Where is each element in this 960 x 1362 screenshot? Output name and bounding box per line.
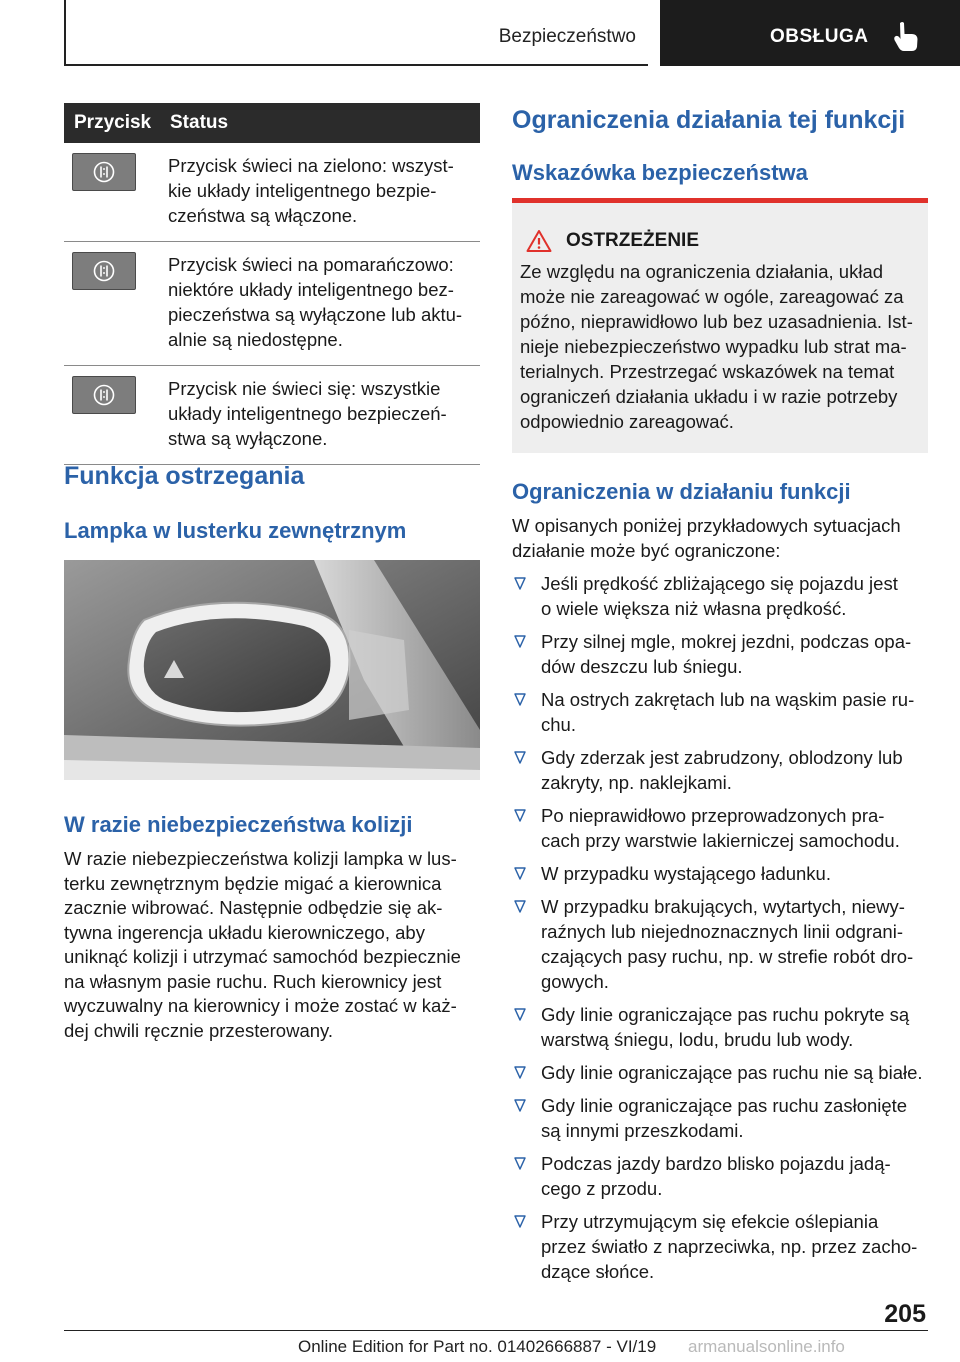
- page-number: 205: [884, 1300, 926, 1328]
- status-line: czeństwa są włączone.: [168, 205, 358, 226]
- warning-line: terialnych. Przestrzegać wskazówek na temat: [520, 361, 895, 382]
- paragraph-line: działanie może być ograniczone:: [512, 539, 781, 561]
- warning-line: może nie zareagować w ogóle, zareagować za: [520, 286, 904, 307]
- footer-watermark: armanualsonline.info: [688, 1337, 845, 1356]
- list-item: W przypadku brakujących, wytartych, niewy- raźnych lub niejednoznacznych linii odgrani- czających pasy ruchu, np. w strefie robót dro- gowych.: [512, 894, 928, 994]
- button-status-table: [64, 103, 480, 465]
- list-item: Przy silnej mgle, mokrej jezdni, podczas opa- dów deszczu lub śniegu.: [512, 629, 928, 679]
- side-mirror-illustration: [64, 560, 480, 780]
- warning-line: późno, nieprawidłowo lub bez uzasadnienia. Ist-: [520, 311, 913, 332]
- bullet-triangle-icon: [514, 1066, 526, 1080]
- paragraph-line: W razie niebezpieczeństwa kolizji lampka w lus-: [64, 848, 457, 869]
- subheading-safety-note: Wskazówka bezpieczeństwa: [512, 160, 808, 185]
- header-rule-left: [64, 0, 66, 66]
- warning-line: ograniczeń działania układu i w razie potrzeby: [520, 386, 898, 407]
- list-item: Przy utrzymującym się efekcie oślepiania przez światło z naprzeciwka, np. przez zacho- dzące słońce.: [512, 1209, 928, 1284]
- driving-assist-icon: [93, 260, 115, 282]
- warning-line: odpowiednio zareagować.: [520, 411, 734, 432]
- bullet-triangle-icon: [514, 1008, 526, 1022]
- assist-button-off: [72, 376, 136, 414]
- table-row: [64, 242, 480, 366]
- status-line: Przycisk świeci na pomarańczowo:: [168, 254, 454, 275]
- status-line: niektóre układy inteligentnego bez-: [168, 279, 454, 300]
- bullet-triangle-icon: [514, 900, 526, 914]
- bullet-triangle-icon: [514, 1099, 526, 1113]
- subheading-collision: W razie niebezpieczeństwa kolizji: [64, 812, 413, 837]
- status-line: układy inteligentnego bezpieczeń-: [168, 403, 447, 424]
- warning-box: [512, 198, 928, 453]
- bullet-triangle-icon: [514, 693, 526, 707]
- status-line: Przycisk świeci na zielono: wszyst-: [168, 155, 454, 176]
- status-line: Przycisk nie świeci się: wszystkie: [168, 378, 441, 399]
- paragraph-line: wyczuwalny na kierownicy i może zostać w każ-: [64, 995, 457, 1016]
- header-chapter-tab: [660, 0, 960, 66]
- list-item: Gdy linie ograniczające pas ruchu zasłonięte są innymi przeszkodami.: [512, 1093, 928, 1143]
- limits-intro: [512, 514, 928, 563]
- bullet-triangle-icon: [514, 867, 526, 881]
- subheading-mirror-lamp: Lampka w lusterku zewnętrznym: [64, 518, 407, 543]
- warning-text: [520, 259, 924, 434]
- warning-line: Ze względu na ograniczenia działania, układ: [520, 261, 884, 282]
- bullet-triangle-icon: [514, 1215, 526, 1229]
- bullet-triangle-icon: [514, 577, 526, 591]
- list-item: Gdy linie ograniczające pas ruchu pokryte są warstwą śniegu, lodu, brudu lub wody.: [512, 1002, 928, 1052]
- side-mirror-drawing: [64, 560, 480, 780]
- bullet-triangle-icon: [514, 635, 526, 649]
- collision-paragraph: [64, 847, 480, 1043]
- bullet-triangle-icon: [514, 1157, 526, 1171]
- header-rule-bottom: [64, 64, 648, 66]
- table-row: [64, 366, 480, 465]
- header-section-title: Bezpieczeństwo: [498, 26, 636, 47]
- paragraph-line: tywna ingerencja układu kierowniczego, aby: [64, 921, 425, 943]
- bullet-triangle-icon: [514, 751, 526, 765]
- list-item: Na ostrych zakrętach lub na wąskim pasie ru- chu.: [512, 687, 928, 737]
- footer-edition: Online Edition for Part no. 01402666887 - VI/19: [298, 1337, 657, 1356]
- footer-rule: [64, 1330, 928, 1331]
- warning-line: nieje niebezpieczeństwo wypadku lub strat ma-: [520, 336, 907, 357]
- hand-pointer-icon: [892, 20, 922, 52]
- paragraph-line: na własnym pasie ruchu. Ruch kierownicy jest: [64, 970, 442, 992]
- limits-bullet-list: [512, 571, 928, 1292]
- status-line: stwa są wyłączone.: [168, 428, 328, 449]
- column-header-status: Status: [164, 103, 480, 143]
- paragraph-line: uniknąć kolizji i utrzymać samochód bezpiecznie: [64, 946, 461, 967]
- paragraph-line: zacznie wibrować. Następnie odbędzie się ak-: [64, 897, 443, 918]
- bullet-triangle-icon: [514, 809, 526, 823]
- list-item: W przypadku wystającego ładunku.: [512, 861, 928, 886]
- paragraph-line: W opisanych poniżej przykładowych sytuacjach: [512, 515, 901, 536]
- heading-warning-function: Funkcja ostrzegania: [64, 462, 305, 490]
- warning-title: OSTRZEŻENIE: [566, 230, 700, 251]
- driving-assist-icon: [93, 161, 115, 183]
- warning-triangle-icon: [526, 229, 552, 253]
- button-status-table-wrapper: [64, 103, 480, 465]
- list-item: Jeśli prędkość zbliżającego się pojazdu jest o wiele większa niż własna prędkość.: [512, 571, 928, 621]
- list-item: Po nieprawidłowo przeprowadzonych pra- cach przy warstwie lakierniczej samochodu.: [512, 803, 928, 853]
- column-header-button: Przycisk: [64, 103, 164, 143]
- heading-function-limits: Ograniczenia działania tej funkcji: [512, 106, 906, 134]
- status-line: alnie są niedostępne.: [168, 329, 343, 350]
- header-chapter-label: OBSŁUGA: [770, 26, 869, 47]
- list-item: Gdy zderzak jest zabrudzony, oblodzony lub zakryty, np. naklejkami.: [512, 745, 928, 795]
- status-line: kie układy inteligentnego bezpie-: [168, 180, 437, 201]
- status-line: pieczeństwa są wyłączone lub aktu-: [168, 304, 463, 325]
- paragraph-line: terku zewnętrznym będzie migać a kierownica: [64, 872, 442, 894]
- table-row: [64, 143, 480, 242]
- subheading-limits-list: Ograniczenia w działaniu funkcji: [512, 479, 851, 504]
- list-item: Gdy linie ograniczające pas ruchu nie są białe.: [512, 1060, 928, 1085]
- paragraph-line: dej chwili ręcznie przesterowany.: [64, 1019, 334, 1041]
- assist-button-green: [72, 153, 136, 191]
- assist-button-orange: [72, 252, 136, 290]
- list-item: Podczas jazdy bardzo blisko pojazdu jadą- cego z przodu.: [512, 1151, 928, 1201]
- driving-assist-icon: [93, 384, 115, 406]
